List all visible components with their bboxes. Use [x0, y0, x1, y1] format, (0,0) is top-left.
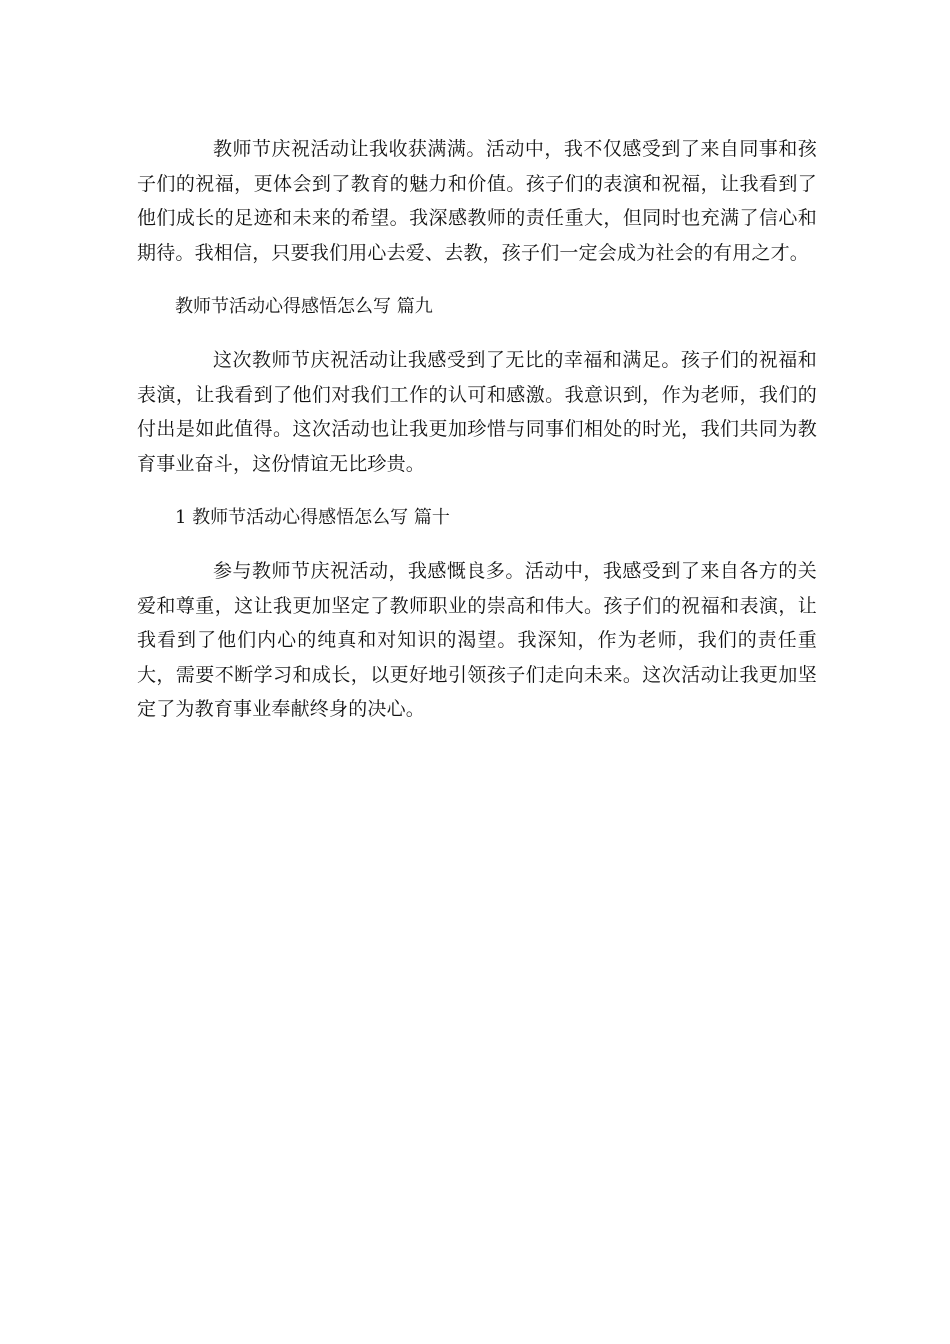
spacer: [137, 324, 817, 343]
spacer: [137, 481, 817, 501]
section-heading-part-nine: 教师节活动心得感悟怎么写 篇九: [175, 296, 433, 317]
paragraph-teacher-day-gains: 教师节庆祝活动让我收获满满。活动中，我不仅感受到了来自同事和孩子们的祝福，更体会到了教育的魅力和价值。孩子们的表演和祝福，让我看到了他们成长的足迹和未来的希望。我深感教师的责任重大，但同时也充满了信心和期待。我相信，只要我们用心去爱、去教，孩子们一定会成为社会的有用之才。: [137, 138, 817, 264]
paragraph-dedication: 参与教师节庆祝活动，我感慨良多。活动中，我感受到了来自各方的关爱和尊重，这让我更加坚定了教师职业的崇高和伟大。孩子们的祝福和表演，让我看到了他们内心的纯真和对知识的渴望。我深知，作为老师，我们的责任重大，需要不断学习和成长，以更好地引领孩子们走向未来。这次活动让我更加坚定了为教育事业奉献终身的决心。: [137, 560, 817, 720]
spacer: [137, 270, 817, 290]
paragraph-happiness-satisfaction: 这次教师节庆祝活动让我感受到了无比的幸福和满足。孩子们的祝福和表演，让我看到了他们对我们工作的认可和感激。我意识到，作为老师，我们的付出是如此值得。这次活动也让我更加珍惜与同事们相处的时光，我们共同为教育事业奋斗，这份情谊无比珍贵。: [137, 349, 817, 475]
section-heading-part-ten: 1 教师节活动心得感悟怎么写 篇十: [175, 507, 450, 528]
document-body: [137, 132, 817, 727]
spacer: [137, 535, 817, 554]
